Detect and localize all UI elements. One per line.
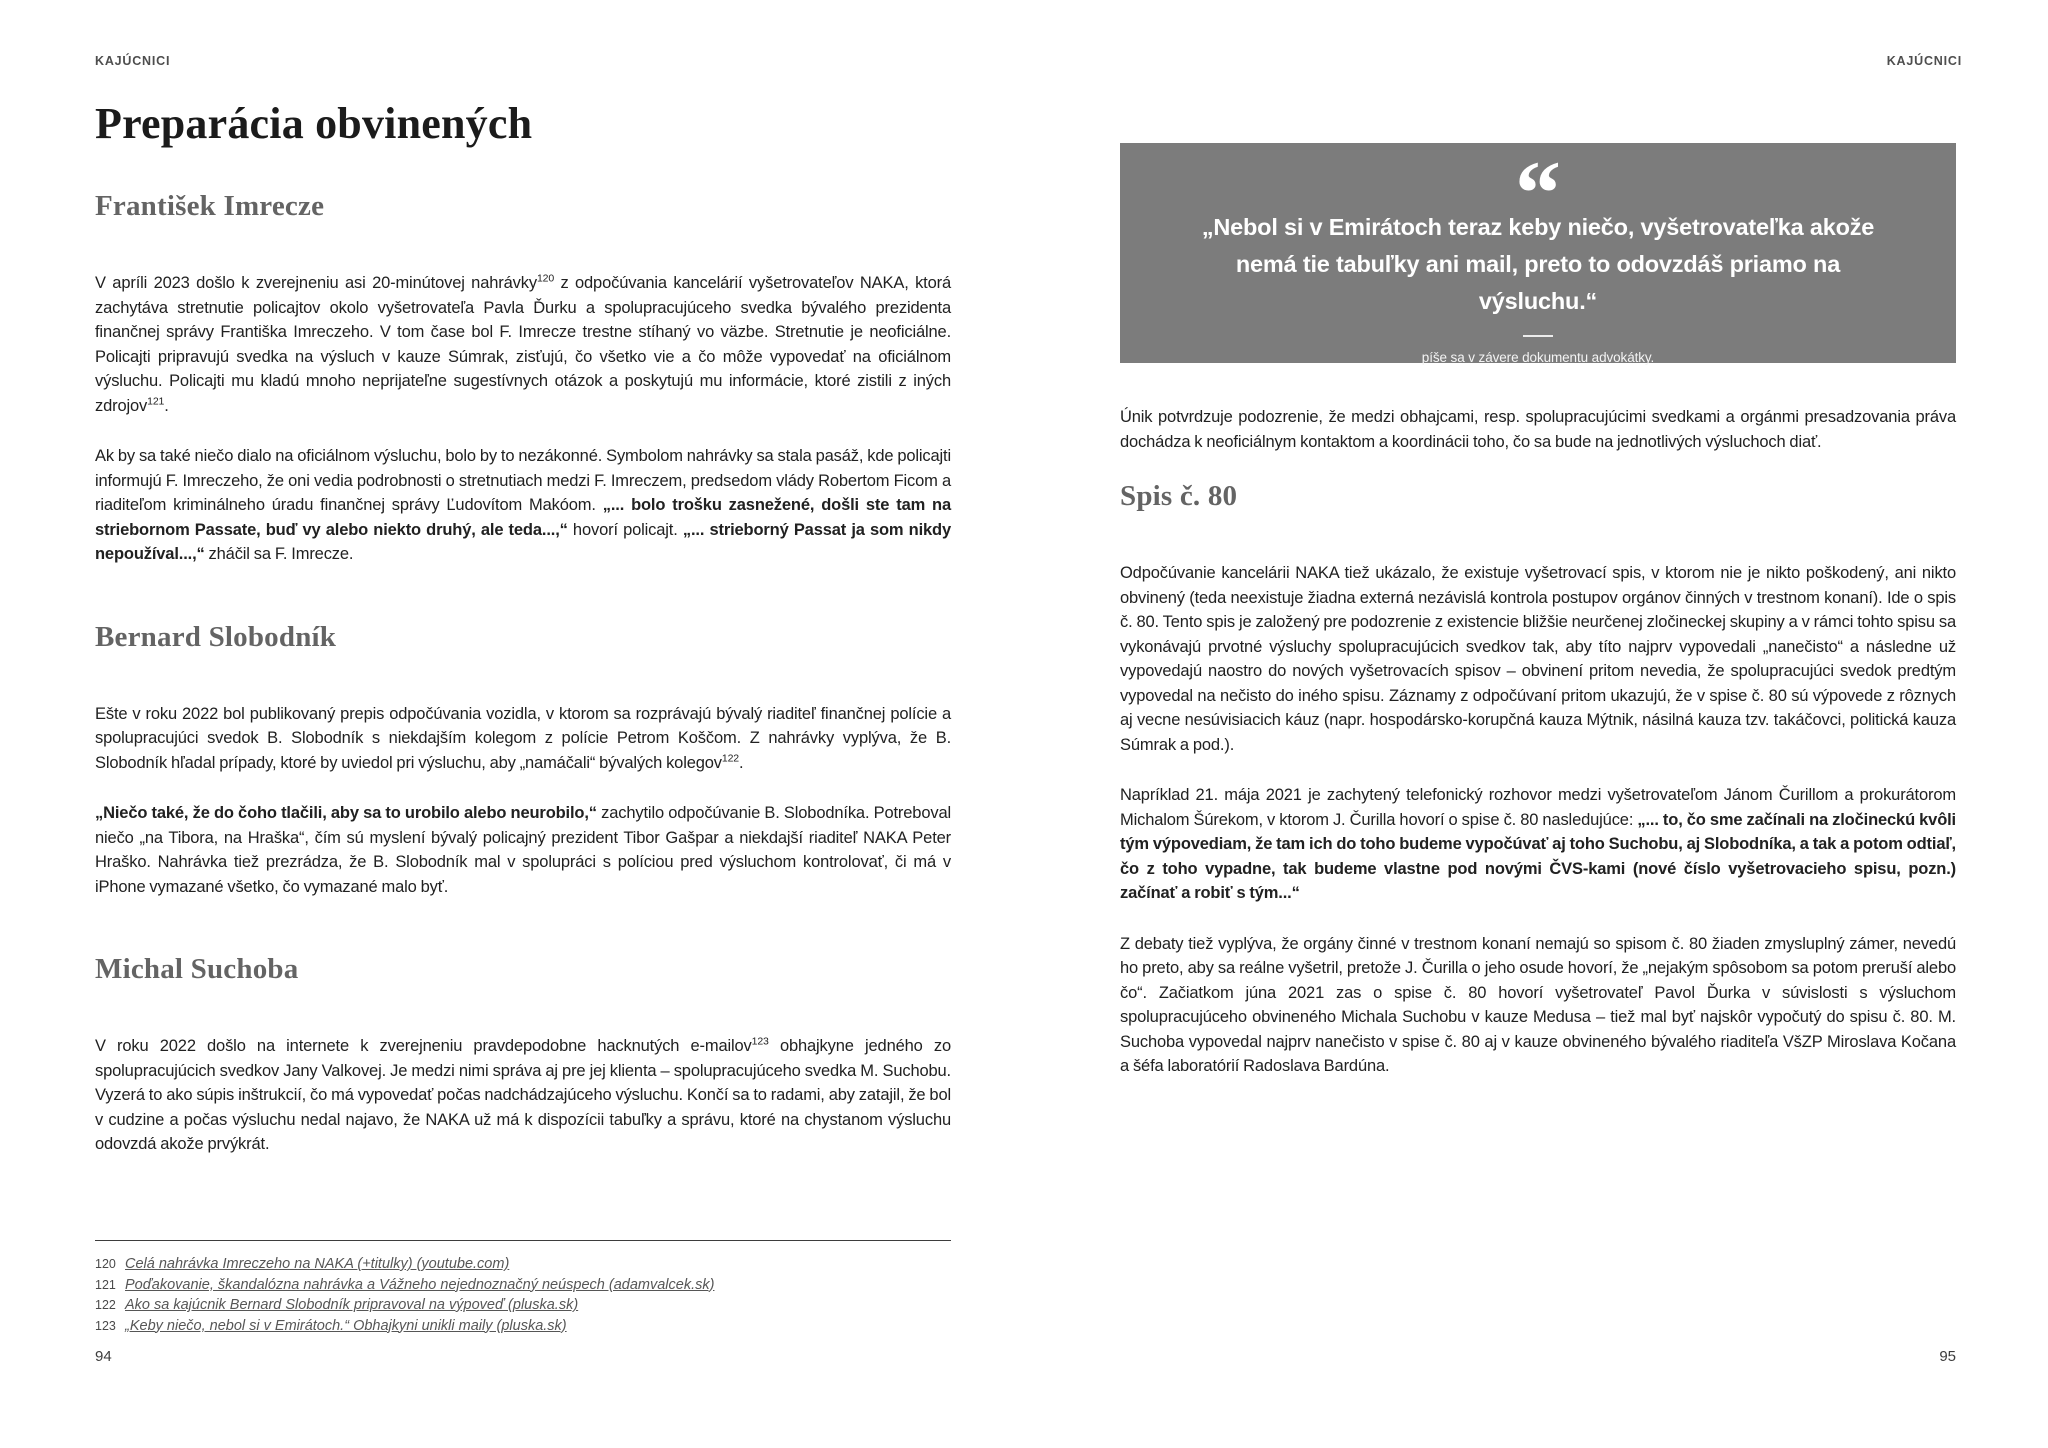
left-text-column bbox=[95, 190, 951, 1183]
section-frantisek-imrecze bbox=[95, 190, 951, 567]
section-michal-suchoba bbox=[95, 953, 951, 1157]
page-number-left: 94 bbox=[95, 1348, 112, 1365]
section-heading: Michal Suchoba bbox=[95, 953, 299, 985]
paragraph: Ak by sa také niečo dialo na oficiálnom výsluchu, bolo by to nezákonné. Symbolom nahrávky sa stala pasáž, kde policajti informujú F. Imreczeho, že oni vedia podrobnosti o stretnutiach medzi F. Imreczem, predsedom vlády Robertom Ficom a riaditeľom kriminálneho úradu finančnej správy Ľudovítom Makóom. „... bolo trošku zasnežené, došli ste tam na striebornom Passate, buď vy alebo niekto druhý, ale teda...,“ hovorí policajt. „... strieborný Passat ja som nikdy nepoužíval...,“ zháčil sa F. Imrecze. bbox=[95, 447, 951, 563]
footnote-number: 120 bbox=[95, 1257, 116, 1271]
paragraph: Napríklad 21. mája 2021 je zachytený telefonický rozhovor medzi vyšetrovateľom Jánom Čurillom a prokurátorom Michalom Šúrekom, v ktorom J. Čurilla hovorí o spise č. 80 nasledujúce: „... to, čo sme začínali na zločineckú kvôli tým výpovediam, že tam ich do toho budeme vypočúvať aj toho Suchobu, aj Slobodníka, a tak a potom odtiaľ, čo z toho vypadne, tak budeme vlastne pod novými ČVS-kami (nové číslo vyšetrovacieho spisu, pozn.) začínať a robiť s tým...“ bbox=[1120, 786, 1956, 902]
footnote-number: 122 bbox=[95, 1298, 116, 1312]
section-heading: Spis č. 80 bbox=[1120, 480, 1238, 512]
section-heading: Bernard Slobodník bbox=[95, 620, 337, 653]
running-header-right: KAJÚCNICI bbox=[1886, 54, 1962, 68]
footnote-number: 123 bbox=[95, 1318, 116, 1333]
pull-quote-text: „Nebol si v Emirátoch teraz keby niečo, vyšetrovateľka akože nemá tie tabuľky ani mail, preto to odovzdáš priamo na výsluchu.“ bbox=[1201, 214, 1875, 314]
footnote-link[interactable]: „Keby niečo, nebol si v Emirátoch.“ Obhajkyni unikli maily (pluska.sk) bbox=[125, 1317, 567, 1334]
quote-divider bbox=[1523, 335, 1553, 337]
page-number-right: 95 bbox=[1939, 1348, 1956, 1365]
paragraph: „Niečo také, že do čoho tlačili, aby sa to urobilo alebo neurobilo,“ zachytilo odpočúvanie B. Slobodníka. Potreboval niečo „na Tibora, na Hraška“, čím sú myslení bývalý policajný prezident Tibor Gašpar a niekdajší riaditeľ NAKA Peter Hraško. Nahrávka tiež prezrádza, že B. Slobodník mal v spolupráci s políciou pred výsluchom kontrolovať, či má v iPhone vymazané všetko, čo vymazané malo byť. bbox=[95, 804, 952, 896]
footnote-link[interactable]: Poďakovanie, škandalózna nahrávka a Vážneho nejednoznačný neúspech (adamvalcek.sk) bbox=[125, 1276, 715, 1293]
right-text-column bbox=[1120, 405, 1956, 1105]
section-bernard-slobodnik bbox=[95, 621, 951, 900]
pull-quote-caption: píše sa v závere dokumentu advokátky. bbox=[1421, 350, 1655, 365]
running-header-left: KAJÚCNICI bbox=[95, 54, 171, 68]
paragraph: Ešte v roku 2022 bol publikovaný prepis odpočúvania vozidla, v ktorom sa rozprávajú bývalý riaditeľ finančnej polície a spolupracujúci svedok B. Slobodník s niekdajším kolegom z polície Petrom Koščom. Z nahrávky vyplýva, že B. Slobodník hľadal prípady, ktoré by uviedol pri výsluchu, aby „namáčali“ bývalých kolegov$^{122}$. bbox=[95, 704, 951, 772]
section-spis-c-80 bbox=[1120, 480, 1956, 1079]
footnote-link[interactable]: Celá nahrávka Imreczeho na NAKA (+titulky) (youtube.com) bbox=[125, 1256, 510, 1272]
chapter-title: Preparácia obvinených bbox=[95, 99, 533, 148]
footnote-number: 121 bbox=[95, 1277, 116, 1292]
paragraph: V roku 2022 došlo na internete k zverejneniu pravdepodobne hacknutých e-mailov$^{123}$ obhajkyne jedného zo spolupracujúcich svedkov Jany Valkovej. Je medzi nimi správa aj pre jej klienta – spolupracujúceho svedka M. Suchobu. Vyzerá to ako súpis inštrukcií, čo má vypovedať počas nadchádzajúceho výsluchu. Končí sa to radami, aby zatajil, že bol v cudzine a počas výsluchu nedal najavo, že NAKA už má k dispozícii tabuľky a správu, ktoré na chystanom výsluchu odovzdá akože prvýkrát. bbox=[95, 1035, 951, 1153]
footnote-row bbox=[95, 1275, 951, 1296]
footnote-divider bbox=[95, 1240, 951, 1241]
section-heading: František Imrecze bbox=[95, 190, 325, 222]
footnotes bbox=[95, 1254, 951, 1336]
page-right bbox=[1024, 0, 2048, 1448]
footnote-link[interactable]: Ako sa kajúcnik Bernard Slobodník pripravoval na výpoveď (pluska.sk) bbox=[125, 1297, 579, 1313]
paragraph: Únik potvrdzuje podozrenie, že medzi obhajcami, resp. spolupracujúcimi svedkami a orgánmi presadzovania práva dochádza k neoficiálnym kontaktom a koordinácii toho, čo sa bude na jednotlivých výsluchoch diať. bbox=[1120, 408, 1956, 451]
paragraph: V apríli 2023 došlo k zverejneniu asi 20-minútovej nahrávky$^{120}$ z odpočúvania kancelárií vyšetrovateľov NAKA, ktorá zachytáva stretnutie policajtov okolo vyšetrovateľa Pavla Ďurku a spolupracujúceho svedka bývalého prezidenta finančnej správy Františka Imreczeho. V tom čase bol F. Imrecze trestne stíhaný vo väzbe. Stretnutie je neoficiálne. Policajti pripravujú svedka na výsluch v kauze Súmrak, zisťujú, čo všetko vie a čo môže vypovedať na oficiálnom výsluchu. Policajti mu kladú mnoho neprijateľne sugestívnych otázok a poskytujú mu informácie, ktoré zistili z iných zdrojov$^{121}$. bbox=[95, 272, 951, 415]
footnote-row bbox=[95, 1316, 951, 1337]
paragraph: Odpočúvanie kancelárii NAKA tiež ukázalo, že existuje vyšetrovací spis, v ktorom nie je nikto poškodený, ani nikto obvinený (teda neexistuje žiadna externá nezávislá kontrola postupov orgánov činných v trestnom konaní). Ide o spis č. 80. Tento spis je založený pre podozrenie z existencie bližšie neurčenej zločineckej skupiny a v rámci tohto spisu sa vykonávajú prvotné výsluchy spolupracujúcich svedkov tak, aby títo najprv vypovedali „nanečisto“ a následne už vypovedajú naostro do nových vyšetrovacích spisov – obvinení pritom nevedia, že spolupracujúci svedok predtým vypovedal na nečisto do iného spisu. Záznamy z odpočúvaní pritom ukazujú, že v spise č. 80 sú výpovede z rôznych aj vecne nesúvisiacich káuz (napr. hospodársko-korupčná kauza Mýtnik, násilná kauza tzv. takáčovci, politická kauza Súmrak a pod.). bbox=[1120, 564, 1956, 754]
quote-icon: “ bbox=[1515, 142, 1561, 244]
footnote-row bbox=[95, 1295, 951, 1316]
pull-quote-box bbox=[1120, 143, 1956, 363]
paragraph: Z debaty tiež vyplýva, že orgány činné v trestnom konaní nemajú so spisom č. 80 žiaden zmysluplný zámer, nevedú ho preto, aby sa reálne vyšetril, pretože J. Čurilla o jeho osude hovorí, že „nejakým spôsobom sa potom preruší alebo čo“. Začiatkom júna 2021 zas o spise č. 80 hovorí vyšetrovateľ Pavol Ďurka v súvislosti s výsluchom spolupracujúceho obvineného Michala Suchobu v kauze Medusa – tiež mal byť najskôr vypočutý do spisu č. 80. M. Suchoba vypovedal najprv nanečisto v spise č. 80 aj v kauze obvineného bývalého riaditeľa VšZP Miroslava Kočana a šéfa laboratórií Radoslava Bardúna. bbox=[1120, 934, 1956, 1075]
footnote-row bbox=[95, 1254, 951, 1275]
